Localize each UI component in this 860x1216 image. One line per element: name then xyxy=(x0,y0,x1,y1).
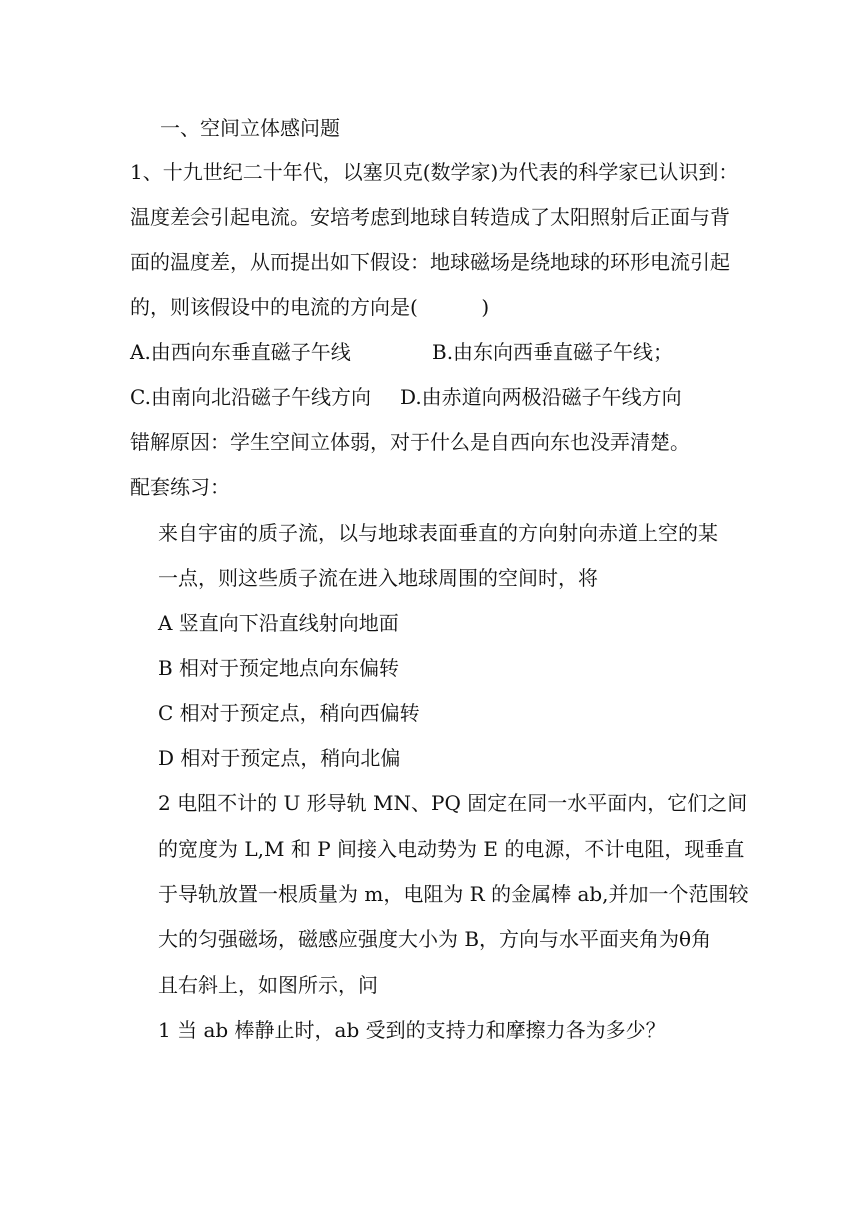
practice-1-option-c: C 相对于预定点，稍向西偏转 xyxy=(158,701,420,725)
question-2-subquestion-1: 1 当 ab 棒静止时，ab 受到的支持力和摩擦力各为多少？ xyxy=(158,1018,666,1042)
practice-1-option-d: D 相对于预定点，稍向北偏 xyxy=(158,746,401,770)
question-2-line-3: 于导轨放置一根质量为 m，电阻为 R 的金属棒 ab,并加一个范围较 xyxy=(158,882,749,906)
practice-1-line-2: 一点，则这些质子流在进入地球周围的空间时，将 xyxy=(158,566,598,590)
question-1-line-4: 的，则该假设中的电流的方向是( ) xyxy=(130,295,490,319)
option-b: B.由东向西垂直磁子午线； xyxy=(432,340,674,364)
option-d: D.由赤道向两极沿磁子午线方向 xyxy=(400,385,682,409)
question-2-line-4: 大的匀强磁场，磁感应强度大小为 B，方向与水平面夹角为θ角 xyxy=(158,927,712,951)
question-2-line-2: 的宽度为 L,M 和 P 间接入电动势为 E 的电源，不计电阻，现垂直 xyxy=(158,837,745,861)
option-c: C.由南向北沿磁子午线方向 xyxy=(130,385,371,409)
practice-1-option-b: B 相对于预定地点向东偏转 xyxy=(158,656,400,680)
option-a: A.由西向东垂直磁子午线 xyxy=(130,340,351,364)
practice-1-option-a: A 竖直向下沿直线射向地面 xyxy=(158,611,399,635)
question-1-line-2: 温度差会引起电流。安培考虑到地球自转造成了太阳照射后正面与背 xyxy=(130,205,730,229)
practice-1-line-1: 来自宇宙的质子流，以与地球表面垂直的方向射向赤道上空的某 xyxy=(158,521,718,545)
error-reason: 错解原因：学生空间立体弱，对于什么是自西向东也没弄清楚。 xyxy=(130,430,690,454)
question-1-line-1: 1、十九世纪二十年代，以塞贝克(数学家)为代表的科学家已认识到： xyxy=(130,160,739,184)
question-1-line-3: 面的温度差，从而提出如下假设：地球磁场是绕地球的环形电流引起 xyxy=(130,250,730,274)
question-2-line-5: 且右斜上，如图所示，问 xyxy=(158,973,378,997)
practice-title: 配套练习： xyxy=(130,475,230,499)
question-2-line-1: 2 电阻不计的 U 形导轨 MN、PQ 固定在同一水平面内，它们之间 xyxy=(158,791,748,815)
section-title: 一、空间立体感问题 xyxy=(160,116,340,140)
